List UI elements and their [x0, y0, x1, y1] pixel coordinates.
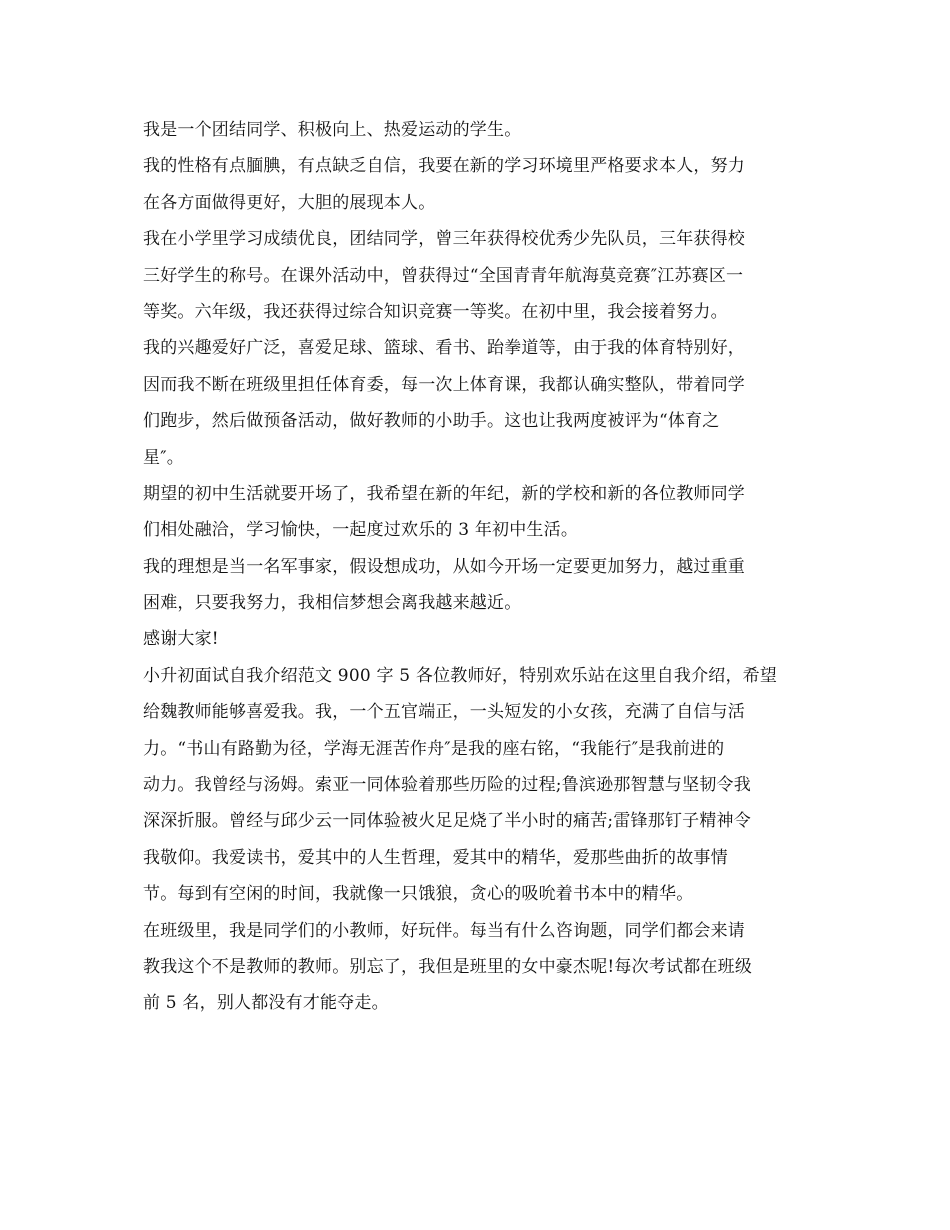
text-line: 在各方面做得更好，大胆的展现本人。 — [143, 192, 436, 213]
text-line: 在班级里，我是同学们的小教师，好玩伴。每当有什么咨询题，同学们都会来请 — [143, 920, 745, 941]
text-line: 教我这个不是教师的教师。别忘了，我但是班里的女中豪杰呢!每次考试都在班级 — [143, 956, 753, 977]
text-line: 星″。 — [143, 447, 184, 468]
text-line: 我敬仰。我爱读书，爱其中的人生哲理，爱其中的精华，爱那些曲折的故事情 — [143, 847, 728, 868]
text-line: 我的兴趣爱好广泛，喜爱足球、篮球、看书、跆拳道等，由于我的体育特别好， — [143, 338, 745, 359]
text-line: 我在小学里学习成绩优良，团结同学，曾三年获得校优秀少先队员，三年获得校 — [143, 229, 745, 250]
document-body — [143, 112, 808, 1022]
text-line: 三好学生的称号。在课外活动中，曾获得过“全国青青年航海莫竞赛″江苏赛区一 — [143, 265, 744, 286]
text-line: 因而我不断在班级里担任体育委，每一次上体育课，我都认确实整队，带着同学 — [143, 374, 745, 395]
text-line: 节。每到有空闲的时间，我就像一只饿狼，贪心的吸吮着书本中的精华。 — [143, 884, 694, 905]
text-line: 小升初面试自我介绍范文 900 字 5 各位教师好，特别欢乐站在这里自我介绍，希望 — [143, 665, 778, 686]
text-line: 给魏教师能够喜爱我。我，一个五官端正，一头短发的小女孩，充满了自信与活 — [143, 702, 745, 723]
text-line: 困难，只要我努力，我相信梦想会离我越来越近。 — [143, 593, 522, 614]
text-line: 我的理想是当一名军事家，假设想成功，从如今开场一定要更加努力，越过重重 — [143, 556, 745, 577]
text-line: 力。“书山有路勤为径，学海无涯苦作舟″是我的座右铭，“我能行″是我前进的 — [143, 738, 725, 759]
text-line: 感谢大家! — [143, 629, 219, 650]
text-line: 我是一个团结同学、积极向上、热爱运动的学生。 — [143, 120, 522, 140]
text-line: 我的性格有点腼腆，有点缺乏自信，我要在新的学习环境里严格要求本人，努力 — [143, 156, 745, 177]
text-line: 前 5 名，别人都没有才能夺走。 — [143, 993, 389, 1014]
text-line: 深深折服。曾经与邱少云一同体验被火足足烧了半小时的痛苦;雷锋那钉子精神令 — [143, 811, 751, 832]
text-line: 们相处融洽，学习愉快，一起度过欢乐的 3 年初中生活。 — [143, 520, 579, 541]
text-line: 等奖。六年级，我还获得过综合知识竞赛一等奖。在初中里，我会接着努力。 — [143, 301, 728, 322]
text-line: 期望的初中生活就要开场了，我希望在新的年纪，新的学校和新的各位教师同学 — [143, 483, 745, 504]
text-line: 们跑步，然后做预备活动，做好教师的小助手。这也让我两度被评为“体育之 — [143, 411, 720, 432]
text-line: 动力。我曾经与汤姆。索亚一同体验着那些历险的过程;鲁滨逊那智慧与坚韧令我 — [143, 775, 751, 796]
